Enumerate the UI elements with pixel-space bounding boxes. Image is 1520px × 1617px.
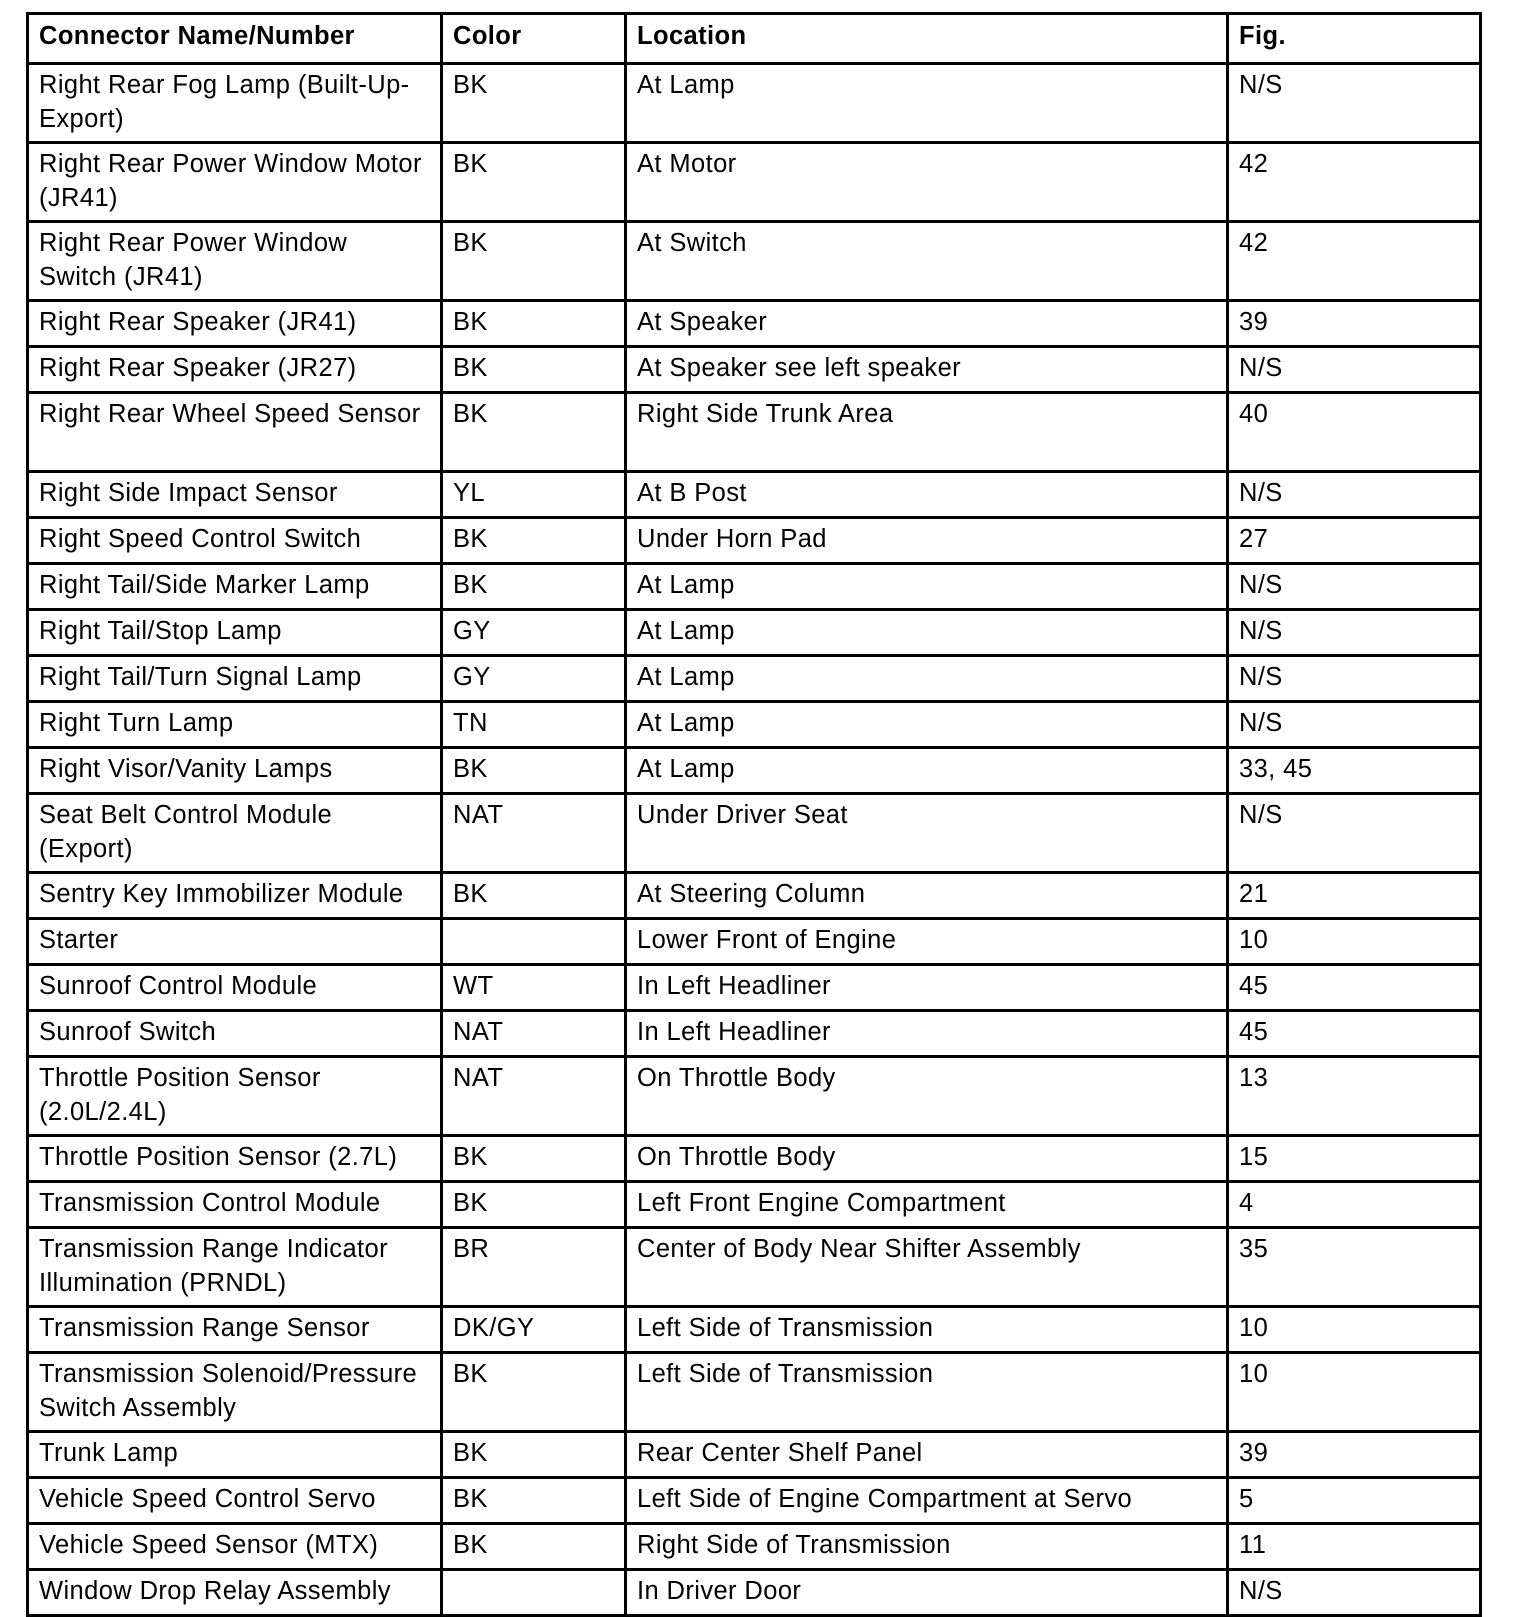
- table-row: [28, 518, 1481, 564]
- table-row: [28, 702, 1481, 748]
- cell-connector-name: Right Tail/Turn Signal Lamp: [28, 656, 442, 702]
- table-row: [28, 1228, 1481, 1307]
- cell-location: On Throttle Body: [626, 1057, 1228, 1136]
- cell-fig: 10: [1228, 1307, 1481, 1353]
- cell-location: At Speaker see left speaker: [626, 347, 1228, 393]
- table-row: [28, 794, 1481, 873]
- cell-color: BK: [442, 143, 626, 222]
- cell-color: YL: [442, 472, 626, 518]
- cell-location: At Speaker: [626, 301, 1228, 347]
- cell-color: BK: [442, 748, 626, 794]
- table-row: [28, 1057, 1481, 1136]
- table-row: [28, 222, 1481, 301]
- cell-fig: 45: [1228, 1011, 1481, 1057]
- cell-connector-name: Transmission Range Indicator Illumination (PRNDL): [28, 1228, 442, 1307]
- table-row: [28, 1524, 1481, 1570]
- cell-connector-name: Right Turn Lamp: [28, 702, 442, 748]
- table-row: [28, 1307, 1481, 1353]
- cell-location: At Lamp: [626, 564, 1228, 610]
- table-row: [28, 143, 1481, 222]
- cell-color: BK: [442, 347, 626, 393]
- cell-fig: N/S: [1228, 794, 1481, 873]
- header-connector-name: Connector Name/Number: [28, 14, 442, 64]
- cell-location: Under Horn Pad: [626, 518, 1228, 564]
- cell-fig: 40: [1228, 393, 1481, 472]
- cell-connector-name: Vehicle Speed Control Servo: [28, 1478, 442, 1524]
- table-row: [28, 1182, 1481, 1228]
- cell-location: Left Side of Engine Compartment at Servo: [626, 1478, 1228, 1524]
- cell-location: In Driver Door: [626, 1570, 1228, 1616]
- cell-connector-name: Right Rear Speaker (JR41): [28, 301, 442, 347]
- cell-connector-name: Right Tail/Side Marker Lamp: [28, 564, 442, 610]
- table-row: [28, 301, 1481, 347]
- cell-location: Left Side of Transmission: [626, 1353, 1228, 1432]
- table-body: [28, 64, 1481, 1616]
- cell-color: NAT: [442, 1057, 626, 1136]
- connector-table-container: [26, 12, 1482, 1617]
- table-row: [28, 564, 1481, 610]
- cell-color: NAT: [442, 794, 626, 873]
- cell-location: In Left Headliner: [626, 965, 1228, 1011]
- cell-color: BK: [442, 1524, 626, 1570]
- cell-fig: 15: [1228, 1136, 1481, 1182]
- table-header-row: [28, 14, 1481, 64]
- connector-table: [26, 12, 1482, 1617]
- cell-connector-name: Window Drop Relay Assembly: [28, 1570, 442, 1616]
- cell-fig: 33, 45: [1228, 748, 1481, 794]
- cell-color: BK: [442, 1432, 626, 1478]
- cell-fig: N/S: [1228, 702, 1481, 748]
- cell-fig: N/S: [1228, 656, 1481, 702]
- cell-location: At Lamp: [626, 748, 1228, 794]
- cell-color: BK: [442, 301, 626, 347]
- cell-connector-name: Trunk Lamp: [28, 1432, 442, 1478]
- cell-location: At Steering Column: [626, 873, 1228, 919]
- cell-fig: N/S: [1228, 610, 1481, 656]
- cell-connector-name: Sunroof Switch: [28, 1011, 442, 1057]
- cell-fig: N/S: [1228, 564, 1481, 610]
- cell-connector-name: Seat Belt Control Module (Export): [28, 794, 442, 873]
- cell-location: At Lamp: [626, 702, 1228, 748]
- cell-color: WT: [442, 965, 626, 1011]
- cell-fig: N/S: [1228, 1570, 1481, 1616]
- table-row: [28, 1570, 1481, 1616]
- cell-color: BK: [442, 1478, 626, 1524]
- table-row: [28, 873, 1481, 919]
- table-row: [28, 1011, 1481, 1057]
- table-row: [28, 656, 1481, 702]
- cell-location: Right Side Trunk Area: [626, 393, 1228, 472]
- cell-connector-name: Right Rear Fog Lamp (Built-Up-Export): [28, 64, 442, 143]
- table-row: [28, 393, 1481, 472]
- cell-fig: 4: [1228, 1182, 1481, 1228]
- cell-location: In Left Headliner: [626, 1011, 1228, 1057]
- cell-location: At B Post: [626, 472, 1228, 518]
- cell-location: At Lamp: [626, 64, 1228, 143]
- header-location: Location: [626, 14, 1228, 64]
- cell-color: NAT: [442, 1011, 626, 1057]
- cell-fig: N/S: [1228, 347, 1481, 393]
- cell-connector-name: Sunroof Control Module: [28, 965, 442, 1011]
- cell-color: BR: [442, 1228, 626, 1307]
- cell-connector-name: Right Rear Power Window Switch (JR41): [28, 222, 442, 301]
- cell-fig: 11: [1228, 1524, 1481, 1570]
- cell-fig: 35: [1228, 1228, 1481, 1307]
- table-row: [28, 1478, 1481, 1524]
- cell-location: On Throttle Body: [626, 1136, 1228, 1182]
- cell-location: At Motor: [626, 143, 1228, 222]
- cell-location: At Switch: [626, 222, 1228, 301]
- cell-fig: 5: [1228, 1478, 1481, 1524]
- cell-fig: 42: [1228, 143, 1481, 222]
- cell-color: BK: [442, 564, 626, 610]
- table-row: [28, 1353, 1481, 1432]
- cell-connector-name: Starter: [28, 919, 442, 965]
- table-row: [28, 347, 1481, 393]
- cell-connector-name: Right Tail/Stop Lamp: [28, 610, 442, 656]
- cell-connector-name: Transmission Range Sensor: [28, 1307, 442, 1353]
- table-row: [28, 610, 1481, 656]
- cell-connector-name: Right Side Impact Sensor: [28, 472, 442, 518]
- cell-connector-name: Right Rear Speaker (JR27): [28, 347, 442, 393]
- cell-connector-name: Right Speed Control Switch: [28, 518, 442, 564]
- cell-connector-name: Throttle Position Sensor (2.0L/2.4L): [28, 1057, 442, 1136]
- cell-color: GY: [442, 610, 626, 656]
- cell-location: Under Driver Seat: [626, 794, 1228, 873]
- header-color: Color: [442, 14, 626, 64]
- cell-color: [442, 1570, 626, 1616]
- cell-fig: 39: [1228, 1432, 1481, 1478]
- cell-color: BK: [442, 1136, 626, 1182]
- cell-fig: 13: [1228, 1057, 1481, 1136]
- cell-color: BK: [442, 222, 626, 301]
- cell-location: Right Side of Transmission: [626, 1524, 1228, 1570]
- cell-connector-name: Transmission Solenoid/Pressure Switch Assembly: [28, 1353, 442, 1432]
- cell-color: BK: [442, 873, 626, 919]
- table-row: [28, 64, 1481, 143]
- cell-location: At Lamp: [626, 656, 1228, 702]
- cell-fig: 10: [1228, 1353, 1481, 1432]
- table-row: [28, 965, 1481, 1011]
- cell-color: BK: [442, 1353, 626, 1432]
- cell-fig: 21: [1228, 873, 1481, 919]
- table-row: [28, 1136, 1481, 1182]
- cell-location: Left Side of Transmission: [626, 1307, 1228, 1353]
- cell-location: Rear Center Shelf Panel: [626, 1432, 1228, 1478]
- cell-color: TN: [442, 702, 626, 748]
- cell-color: GY: [442, 656, 626, 702]
- cell-connector-name: Right Rear Power Window Motor (JR41): [28, 143, 442, 222]
- cell-color: BK: [442, 393, 626, 472]
- cell-color: DK/GY: [442, 1307, 626, 1353]
- cell-location: At Lamp: [626, 610, 1228, 656]
- table-row: [28, 1432, 1481, 1478]
- cell-location: Left Front Engine Compartment: [626, 1182, 1228, 1228]
- cell-connector-name: Transmission Control Module: [28, 1182, 442, 1228]
- cell-color: [442, 919, 626, 965]
- table-row: [28, 919, 1481, 965]
- cell-fig: 39: [1228, 301, 1481, 347]
- table-row: [28, 472, 1481, 518]
- cell-location: Center of Body Near Shifter Assembly: [626, 1228, 1228, 1307]
- header-fig: Fig.: [1228, 14, 1481, 64]
- cell-color: BK: [442, 518, 626, 564]
- cell-connector-name: Vehicle Speed Sensor (MTX): [28, 1524, 442, 1570]
- cell-color: BK: [442, 64, 626, 143]
- cell-fig: 45: [1228, 965, 1481, 1011]
- cell-fig: N/S: [1228, 64, 1481, 143]
- cell-fig: N/S: [1228, 472, 1481, 518]
- cell-fig: 10: [1228, 919, 1481, 965]
- cell-connector-name: Sentry Key Immobilizer Module: [28, 873, 442, 919]
- cell-connector-name: Right Visor/Vanity Lamps: [28, 748, 442, 794]
- cell-color: BK: [442, 1182, 626, 1228]
- cell-location: Lower Front of Engine: [626, 919, 1228, 965]
- table-row: [28, 748, 1481, 794]
- cell-connector-name: Throttle Position Sensor (2.7L): [28, 1136, 442, 1182]
- cell-fig: 27: [1228, 518, 1481, 564]
- cell-fig: 42: [1228, 222, 1481, 301]
- cell-connector-name: Right Rear Wheel Speed Sensor: [28, 393, 442, 472]
